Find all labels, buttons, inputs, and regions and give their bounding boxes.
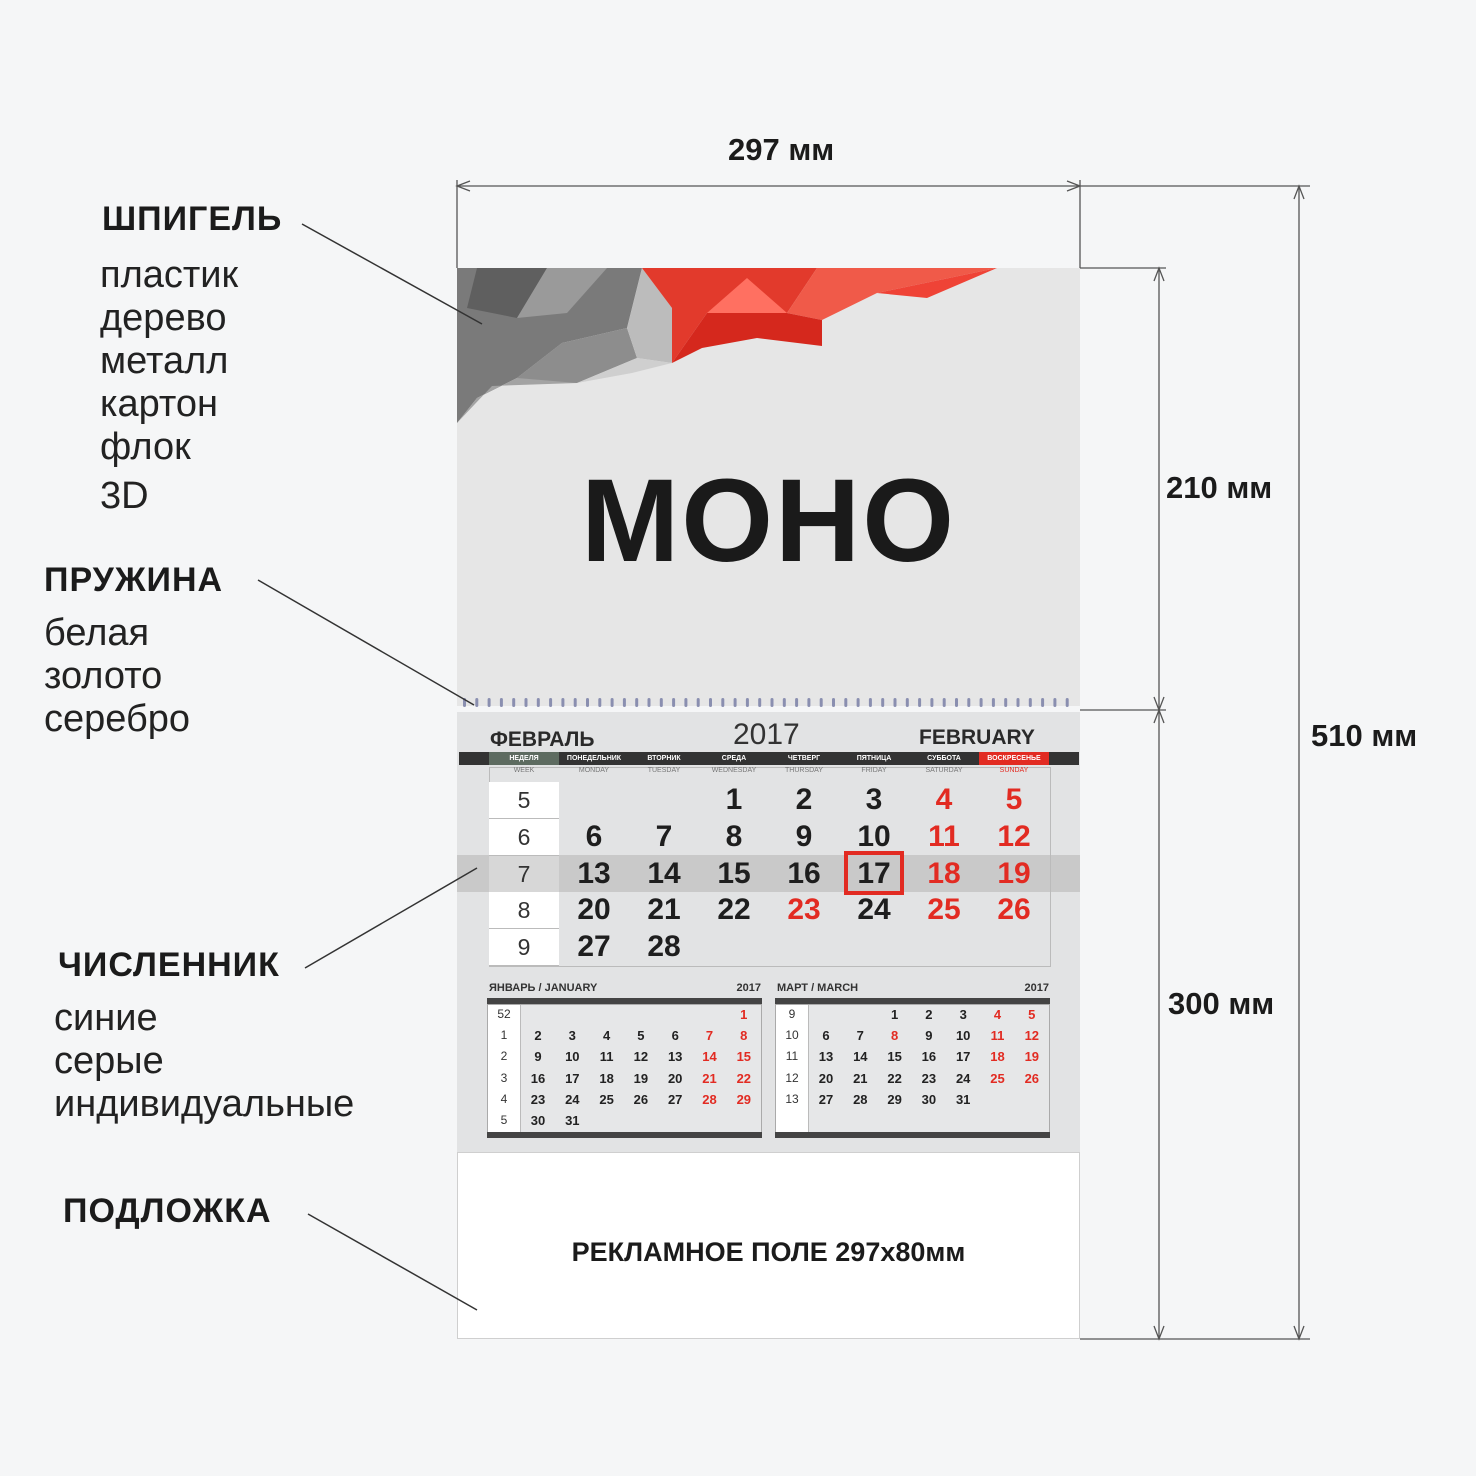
mini-day-cell: 21 <box>853 1070 868 1086</box>
weekday-label-en: TUESDAY <box>647 767 681 774</box>
mini-day-cell: 1 <box>740 1007 748 1022</box>
mini-week-number: 12 <box>785 1070 799 1085</box>
day-cell: 26 <box>997 893 1031 927</box>
mini-day-cell: 13 <box>818 1049 834 1065</box>
weekday-label-en: THURSDAY <box>785 767 823 774</box>
week-number: 5 <box>489 782 559 819</box>
mini-day-cell: 10 <box>955 1028 971 1044</box>
mini-day-cell: 4 <box>993 1007 1002 1022</box>
mini-day-cell: 2 <box>925 1007 933 1022</box>
week-number: 8 <box>489 892 559 929</box>
mini-week-number: 9 <box>788 1007 796 1021</box>
day-cell: 7 <box>655 819 673 853</box>
mini-day-cell: 3 <box>568 1028 576 1044</box>
mini-day-cell: 11 <box>599 1049 614 1065</box>
mini-day-cell: 28 <box>702 1091 717 1107</box>
mini-week-number: 52 <box>497 1007 511 1021</box>
mini-day-cell: 15 <box>736 1049 752 1065</box>
mini-week-number: 11 <box>785 1049 799 1064</box>
year: 2017 <box>733 718 800 751</box>
weekday-label-en: MONDAY <box>578 767 610 774</box>
list-item: синие <box>54 997 158 1039</box>
mini-month-title: МАРТ / MARCH <box>777 982 859 994</box>
mini-day-cell: 18 <box>599 1070 614 1086</box>
mini-day-cell: 28 <box>853 1091 868 1107</box>
mini-day-cell: 8 <box>740 1028 748 1044</box>
weekday-label: СУББОТА <box>927 755 961 762</box>
list-item: дерево <box>100 297 227 339</box>
advertising-field-label: РЕКЛАМНОЕ ПОЛЕ 297x80мм <box>571 1237 966 1267</box>
day-cell: 19 <box>997 856 1031 890</box>
weekday-label-en: SATURDAY <box>925 767 963 774</box>
width-dimension: 297 мм <box>728 132 835 167</box>
mini-day-cell: 29 <box>736 1091 752 1107</box>
brand-title: МОНО <box>580 455 957 587</box>
mini-day-cell: 3 <box>959 1007 967 1022</box>
spring-title: ПРУЖИНА <box>44 561 224 599</box>
mini-day-cell: 14 <box>853 1049 868 1065</box>
list-item: белая <box>44 612 150 654</box>
day-cell: 27 <box>577 930 611 964</box>
mini-day-cell: 5 <box>1028 1007 1036 1022</box>
day-cell: 1 <box>725 783 743 816</box>
total-height-dimension: 510 мм <box>1311 718 1418 753</box>
mini-day-cell: 22 <box>887 1070 902 1086</box>
week-header: НЕДЕЛЯ <box>489 752 559 765</box>
mini-day-cell: 23 <box>921 1070 937 1086</box>
mini-day-cell: 10 <box>565 1049 580 1065</box>
day-cell: 21 <box>647 893 681 927</box>
weekday-label: ПЯТНИЦА <box>856 755 892 762</box>
mini-day-cell: 26 <box>633 1091 649 1107</box>
mini-week-number: 2 <box>500 1049 508 1064</box>
day-cell: 13 <box>577 856 611 890</box>
leader-lines <box>258 224 482 1310</box>
list-item: картон <box>100 383 218 425</box>
mini-month-year: 2017 <box>736 982 761 994</box>
day-cell: 16 <box>787 856 821 890</box>
list-item: золото <box>44 655 163 697</box>
list-item: серые <box>54 1040 164 1082</box>
list-item: 3D <box>100 475 149 517</box>
day-cell: 9 <box>795 819 813 853</box>
week-number: 6 <box>489 819 559 856</box>
mini-day-cell: 31 <box>955 1091 971 1107</box>
mini-day-cell: 6 <box>822 1028 830 1044</box>
list-item: серебро <box>44 698 191 740</box>
weekday-label: ЧЕТВЕРГ <box>787 755 821 762</box>
weekday-label-en: SUNDAY <box>999 767 1029 774</box>
bottom-height-dimension: 300 мм <box>1168 986 1275 1021</box>
mini-week-number: 3 <box>500 1070 508 1085</box>
day-cell: 4 <box>935 783 953 816</box>
month-en: FEBRUARY <box>919 726 1035 749</box>
mini-day-cell: 24 <box>565 1091 580 1107</box>
day-cell: 5 <box>1005 783 1023 816</box>
mini-day-cell: 23 <box>530 1091 546 1107</box>
mini-day-cell: 2 <box>534 1028 542 1044</box>
mini-day-cell: 12 <box>633 1049 649 1065</box>
mini-day-cell: 5 <box>637 1028 645 1044</box>
mini-day-cell: 21 <box>702 1070 717 1086</box>
day-cell: 12 <box>997 819 1031 853</box>
top-height-dimension: 210 мм <box>1166 470 1273 505</box>
list-item: флок <box>100 426 191 468</box>
weekday-label-en: WEDNESDAY <box>711 767 757 774</box>
mini-day-cell: 4 <box>602 1028 611 1044</box>
weekday-label: ВОСКРЕСЕНЬЕ <box>979 752 1049 765</box>
list-item: индивидуальные <box>54 1083 355 1125</box>
mini-day-cell: 30 <box>921 1091 937 1107</box>
day-cell: 15 <box>717 856 751 890</box>
mini-day-cell: 7 <box>856 1028 864 1044</box>
day-cell: 25 <box>927 893 961 927</box>
grid-title: ЧИСЛЕННИК <box>58 946 280 984</box>
mini-day-cell: 30 <box>530 1113 546 1128</box>
weekday-label-en: FRIDAY <box>861 767 887 774</box>
mini-day-cell: 1 <box>890 1007 899 1022</box>
mini-week-number: 5 <box>500 1113 508 1127</box>
weekday-label: СРЕДА <box>721 755 747 762</box>
mini-day-cell: 12 <box>1024 1028 1040 1044</box>
day-cell: 10 <box>857 819 891 853</box>
day-cell: 23 <box>787 893 821 927</box>
day-cell: 20 <box>577 893 611 927</box>
mini-day-cell: 27 <box>667 1091 683 1107</box>
mini-day-cell: 27 <box>818 1091 834 1107</box>
weekday-label: ПОНЕДЕЛЬНИК <box>566 755 622 762</box>
mini-week-number: 4 <box>500 1091 508 1106</box>
day-cell: 17 <box>857 856 891 890</box>
mini-day-cell: 25 <box>599 1091 614 1107</box>
mini-day-cell: 19 <box>1024 1049 1040 1065</box>
mini-day-cell: 16 <box>921 1049 937 1065</box>
day-cell: 18 <box>927 856 961 890</box>
mini-day-cell: 9 <box>534 1049 542 1065</box>
mini-week-number: 10 <box>785 1028 799 1043</box>
week-number: 9 <box>489 929 559 966</box>
day-cell: 11 <box>928 819 960 853</box>
list-item: металл <box>100 340 229 382</box>
mini-week-number: 13 <box>785 1091 799 1106</box>
mini-day-cell: 31 <box>565 1113 580 1128</box>
mini-day-cell: 19 <box>633 1070 649 1086</box>
list-item: пластик <box>100 254 239 296</box>
week-number: 7 <box>489 856 559 893</box>
mini-day-cell: 17 <box>565 1070 580 1086</box>
mini-day-cell: 15 <box>887 1049 902 1065</box>
day-cell: 3 <box>865 783 883 816</box>
mini-day-cell: 7 <box>705 1028 714 1044</box>
mini-day-cell: 24 <box>955 1070 971 1086</box>
day-cell: 2 <box>795 783 813 816</box>
mini-day-cell: 20 <box>667 1070 683 1086</box>
mini-month-year: 2017 <box>1024 982 1049 994</box>
day-cell: 14 <box>647 856 681 890</box>
mini-day-cell: 11 <box>990 1028 1005 1044</box>
header-strip-title: ШПИГЕЛЬ <box>102 200 283 238</box>
day-cell: 8 <box>725 819 743 853</box>
mini-day-cell: 16 <box>530 1070 546 1086</box>
mini-day-cell: 8 <box>890 1028 899 1044</box>
mini-day-cell: 25 <box>990 1070 1005 1086</box>
mini-day-cell: 22 <box>736 1070 752 1086</box>
mini-day-cell: 26 <box>1024 1070 1040 1086</box>
mini-day-cell: 6 <box>671 1028 679 1044</box>
mini-day-cell: 9 <box>925 1028 933 1044</box>
mini-day-cell: 18 <box>990 1049 1005 1065</box>
weekday-label: ВТОРНИК <box>647 755 681 762</box>
mini-day-cell: 14 <box>702 1049 717 1065</box>
month-ru: ФЕВРАЛЬ <box>490 728 595 751</box>
mini-day-cell: 13 <box>667 1049 683 1065</box>
day-cell: 22 <box>717 893 751 927</box>
day-cell: 28 <box>647 930 681 964</box>
day-cell: 6 <box>585 819 603 853</box>
mini-week-number: 1 <box>500 1028 508 1043</box>
week-header-en: WEEK <box>513 767 535 774</box>
day-cell: 24 <box>857 893 891 927</box>
mini-day-cell: 29 <box>887 1091 902 1107</box>
mini-month-title: ЯНВАРЬ / JANUARY <box>489 982 598 994</box>
mini-day-cell: 17 <box>955 1049 971 1065</box>
mini-day-cell: 20 <box>818 1070 834 1086</box>
backing-title: ПОДЛОЖКА <box>63 1192 272 1230</box>
